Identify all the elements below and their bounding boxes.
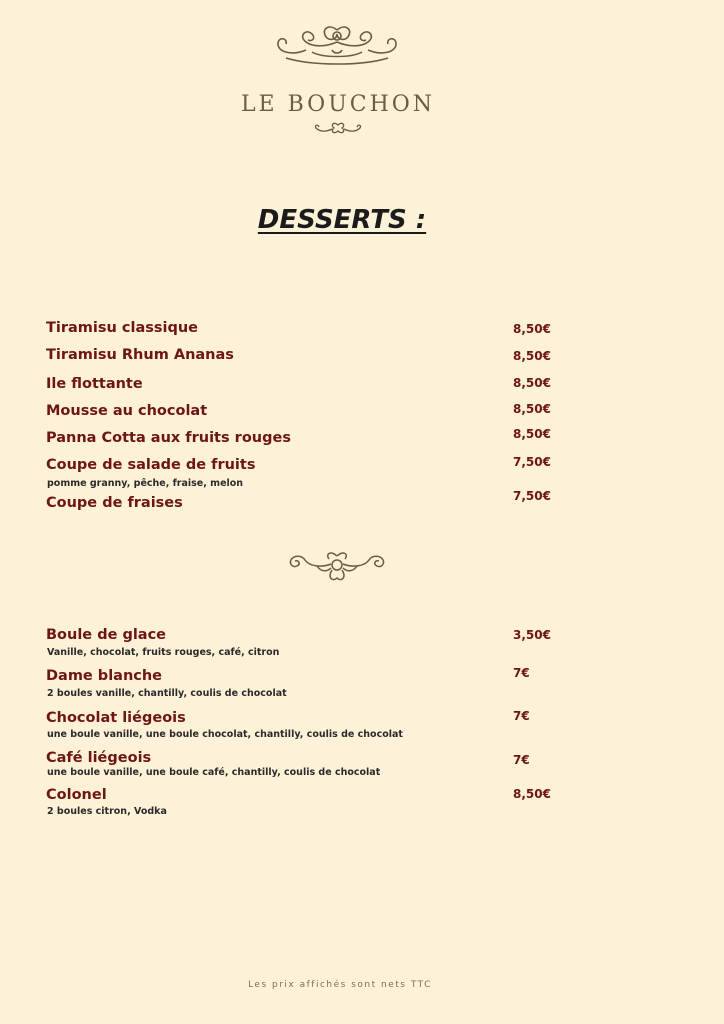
menu-item-name: Colonel — [46, 787, 107, 803]
menu-item-price: 8,50€ — [513, 349, 551, 363]
restaurant-name: LE BOUCHON — [240, 92, 436, 117]
menu-item-description: pomme granny, pêche, fraise, melon — [47, 478, 244, 489]
menu-item-price: 7€ — [513, 666, 530, 680]
menu-item-description: Vanille, chocolat, fruits rouges, café, citron — [47, 647, 280, 658]
menu-item-price: 7€ — [513, 709, 530, 723]
ornament-top-icon — [272, 22, 402, 68]
menu-item-name: Chocolat liégeois — [46, 710, 186, 726]
menu-item-name: Tiramisu Rhum Ananas — [46, 347, 234, 363]
menu-item-price: 7,50€ — [513, 455, 551, 469]
footer-note: Les prix affichés sont nets TTC — [248, 980, 432, 990]
ornament-bottom-icon — [312, 122, 364, 136]
ornament-divider-icon — [287, 548, 387, 586]
menu-item-name: Tiramisu classique — [46, 320, 198, 336]
restaurant-logo — [230, 22, 446, 122]
menu-item-description: une boule vanille, une boule chocolat, chantilly, coulis de chocolat — [47, 729, 403, 740]
menu-item-price: 3,50€ — [513, 628, 551, 642]
menu-item-name: Coupe de fraises — [46, 495, 183, 511]
menu-item-description: 2 boules vanille, chantilly, coulis de chocolat — [47, 688, 287, 699]
menu-item-price: 7€ — [513, 753, 530, 767]
menu-item-description: 2 boules citron, Vodka — [47, 806, 167, 817]
menu-item-price: 8,50€ — [513, 322, 551, 336]
menu-item-name: Panna Cotta aux fruits rouges — [46, 430, 291, 446]
menu-item-name: Coupe de salade de fruits — [46, 457, 256, 473]
menu-item-price: 8,50€ — [513, 402, 551, 416]
menu-item-name: Boule de glace — [46, 627, 167, 643]
menu-item-price: 7,50€ — [513, 489, 551, 503]
menu-item-name: Dame blanche — [46, 668, 163, 684]
menu-item-name: Mousse au chocolat — [46, 403, 208, 419]
menu-item-description: une boule vanille, une boule café, chantilly, coulis de chocolat — [47, 767, 381, 778]
menu-item-name: Ile flottante — [46, 376, 143, 392]
menu-item-price: 8,50€ — [513, 787, 551, 801]
menu-item-name: Café liégeois — [46, 750, 152, 766]
menu-item-price: 8,50€ — [513, 376, 551, 390]
page-title: DESSERTS : — [257, 205, 427, 235]
menu-item-price: 8,50€ — [513, 427, 551, 441]
